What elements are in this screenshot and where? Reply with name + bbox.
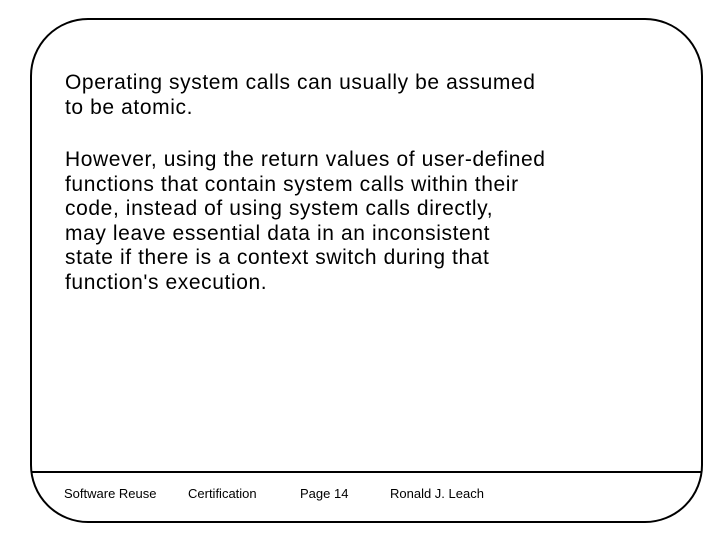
paragraph-context-switch: However, using the return values of user-defined functions that contain system calls within their code, instead of using system calls directly, may leave essential data in an inconsistent state if there is a context switch during that function's execution. [65,148,546,294]
paragraph-atomic-calls: Operating system calls can usually be assumed to be atomic. [65,71,536,119]
footer-divider [31,471,702,473]
footer-author: Ronald J. Leach [390,486,484,501]
footer-page-number: Page 14 [300,486,349,501]
footer-course: Software Reuse [64,486,157,501]
footer-topic: Certification [188,486,257,501]
